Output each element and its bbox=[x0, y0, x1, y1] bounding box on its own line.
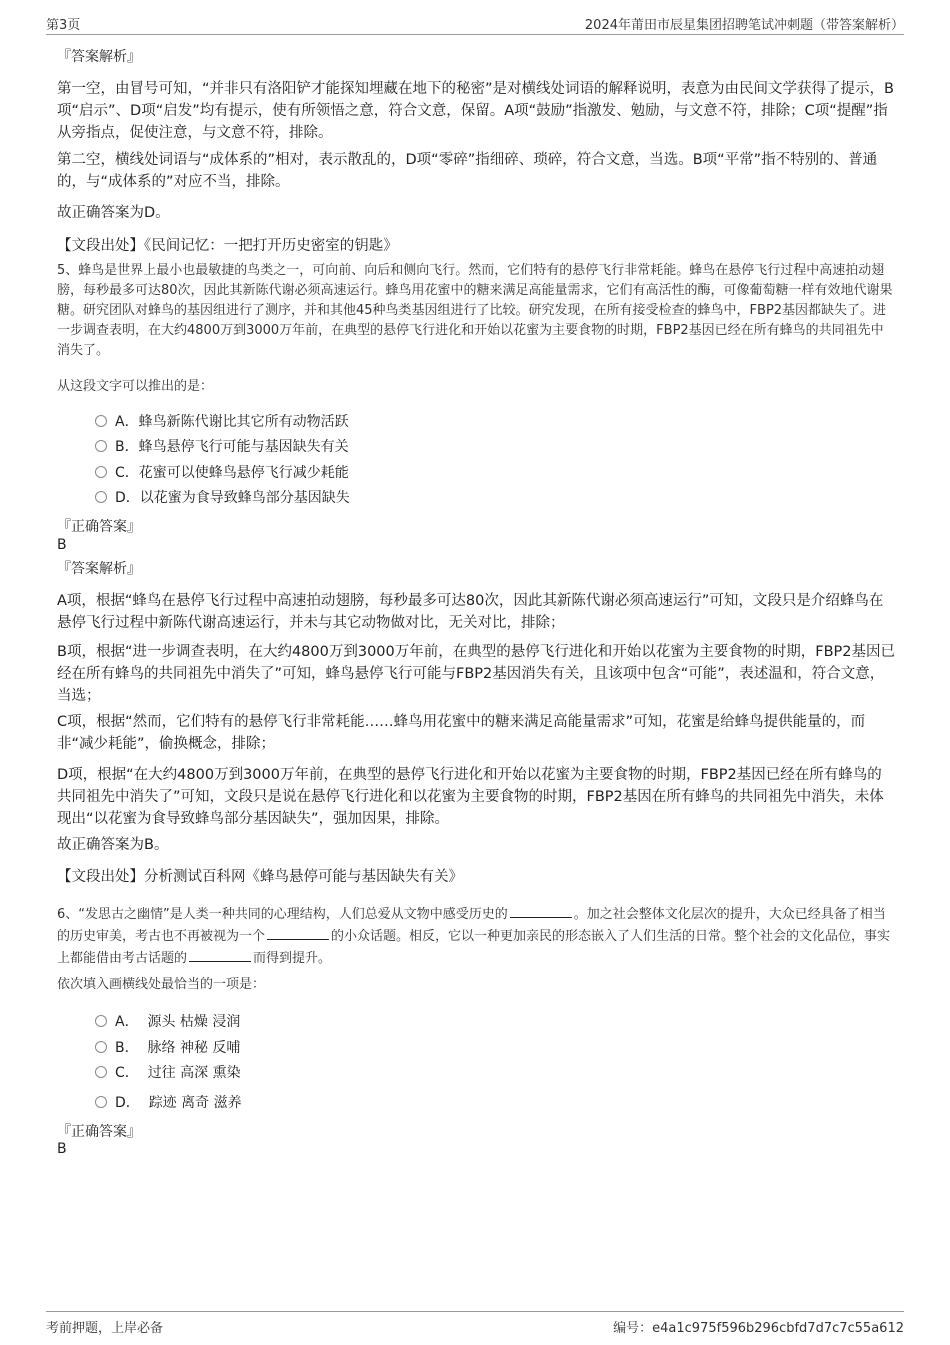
q6-option-a[interactable]: A． 源头 枯燥 浸润 bbox=[95, 1012, 240, 1032]
footer-slogan: 考前押题，上岸必备 bbox=[46, 1321, 164, 1336]
q6-prompt: 依次填入画横线处最恰当的一项是： bbox=[57, 977, 266, 992]
q5-correct-label: 『正确答案』 bbox=[57, 519, 141, 535]
q6-option-b[interactable]: B． 脉络 神秘 反哺 bbox=[95, 1038, 240, 1058]
q6-correct-label: 『正确答案』 bbox=[57, 1124, 141, 1140]
q6-option-c[interactable]: C． 过往 高深 熏染 bbox=[95, 1063, 241, 1083]
q5-analysis-b: B项，根据“进一步调查表明，在大约4800万到3000万年前，在典型的悬停飞行进化和开始以花蜜为主要食物的时期，FBP2基因已经在所有蜂鸟的共同祖先中消失了”可知，蜂鸟悬停飞行可能与FBP2基因消失有关，且该项中包含“可能”，表述温和，符合文意，当选； bbox=[57, 644, 896, 704]
q5-prompt: 从这段文字可以推出的是： bbox=[57, 379, 214, 394]
radio-icon[interactable] bbox=[95, 440, 107, 452]
q4-source: 【文段出处】《民间记忆：一把打开历史密室的钥匙》 bbox=[57, 238, 398, 254]
q5-conclusion: 故正确答案为B。 bbox=[57, 837, 169, 853]
q5-option-a[interactable]: A．蜂鸟新陈代谢比其它所有动物活跃 bbox=[95, 412, 349, 432]
q4-analysis-label: 『答案解析』 bbox=[57, 49, 141, 65]
q5-option-d[interactable]: D．以花蜜为食导致蜂鸟部分基因缺失 bbox=[95, 488, 350, 508]
radio-icon[interactable] bbox=[95, 466, 107, 478]
blank-1 bbox=[510, 903, 572, 918]
radio-icon[interactable] bbox=[95, 491, 107, 503]
blank-2 bbox=[267, 925, 329, 940]
radio-icon[interactable] bbox=[95, 415, 107, 427]
q5-option-c[interactable]: C．花蜜可以使蜂鸟悬停飞行减少耗能 bbox=[95, 463, 349, 483]
q6-stem: 6、“发思古之幽情”是人类一种共同的心理结构，人们总爱从文物中感受历史的 。加之社会整体文化层次的提升，大众已经具备了相当的历史审美，考古也不再被视为一个 的小众话题。相反，它以一种更加亲民的形态嵌入了人们生活的日常。整个社会的文化品位，事实上都能借由考古话题的 而得到提升。 bbox=[57, 903, 895, 969]
q5-analysis-label: 『答案解析』 bbox=[57, 561, 141, 577]
q5-analysis-d: D项，根据“在大约4800万到3000万年前，在典型的悬停飞行进化和开始以花蜜为主要食物的时期，FBP2基因已经在所有蜂鸟的共同祖先中消失了”可知，文段只是说在悬停飞行进化和以花蜜为主要食物的时期，FBP2基因在所有蜂鸟的共同祖先中消失，未体现出“以花蜜为食导致蜂鸟部分基因缺失”，强加因果，排除。 bbox=[57, 767, 884, 827]
radio-icon[interactable] bbox=[95, 1096, 107, 1108]
document-code: 编号：e4a1c975f596b296cbfd7d7c7c55a612 bbox=[613, 1321, 904, 1336]
q4-analysis-para1: 第一空，由冒号可知，“并非只有洛阳铲才能探知埋藏在地下的秘密”是对横线处词语的解释说明，表意为由民间文学获得了提示，B项“启示”、D项“启发”均有提示，使有所领悟之意，符合文意，保留。A项“鼓励”指激发、勉励，与文意不符，排除；C项“提醒”指从旁指点，促使注意，与文意不符，排除。 bbox=[57, 81, 894, 141]
radio-icon[interactable] bbox=[95, 1066, 107, 1078]
q6-correct-value: B bbox=[57, 1141, 67, 1157]
page-footer bbox=[46, 1311, 904, 1336]
q5-option-b[interactable]: B．蜂鸟悬停飞行可能与基因缺失有关 bbox=[95, 437, 349, 457]
radio-icon[interactable] bbox=[95, 1015, 107, 1027]
q5-analysis-c: C项，根据“然而，它们特有的悬停飞行非常耗能……蜂鸟用花蜜中的糖来满足高能量需求”可知，花蜜是给蜂鸟提供能量的，而非“减少耗能”，偷换概念，排除； bbox=[57, 714, 866, 752]
q4-analysis-para2: 第二空，横线处词语与“成体系的”相对，表示散乱的，D项“零碎”指细碎、琐碎，符合文意，当选。B项“平常”指不特别的、普通的，与“成体系的”对应不当，排除。 bbox=[57, 152, 878, 190]
radio-icon[interactable] bbox=[95, 1041, 107, 1053]
page-number: 第3页 bbox=[46, 18, 81, 33]
q5-source: 【文段出处】分析测试百科网《蜂鸟悬停可能与基因缺失有关》 bbox=[57, 869, 463, 885]
q5-analysis-a: A项，根据“蜂鸟在悬停飞行过程中高速拍动翅膀，每秒最多可达80次，因此其新陈代谢必须高速运行”可知，文段只是介绍蜂鸟在悬停飞行过程中新陈代谢高速运行，并未与其它动物做对比，无关对比，排除； bbox=[57, 593, 884, 631]
q5-stem: 5、蜂鸟是世界上最小也最敏捷的鸟类之一，可向前、向后和侧向飞行。然而，它们特有的悬停飞行非常耗能。蜂鸟在悬停飞行过程中高速拍动翅膀，每秒最多可达80次，因此其新陈代谢必须高速运行。蜂鸟用花蜜中的糖来满足高能量需求，它们有高活性的酶，可像葡萄糖一样有效地代谢果糖。研究团队对蜂鸟的基因组进行了测序，并和其他45种鸟类基因组进行了比较。研究发现，在所有接受检查的蜂鸟中，FBP2基因都缺失了。进一步调查表明，在大约4800万到3000万年前，在典型的悬停飞行进化和开始以花蜜为主要食物的时期，FBP2基因已经在所有蜂鸟的共同祖先中消失了。 bbox=[57, 263, 893, 358]
q5-correct-value: B bbox=[57, 537, 67, 553]
document-title: 2024年莆田市辰星集团招聘笔试冲刺题（带答案解析） bbox=[584, 18, 904, 33]
page-header bbox=[46, 14, 904, 35]
q4-conclusion: 故正确答案为D。 bbox=[57, 205, 170, 221]
q6-option-d[interactable]: D． 踪迹 离奇 滋养 bbox=[95, 1093, 242, 1113]
blank-3 bbox=[189, 947, 251, 962]
